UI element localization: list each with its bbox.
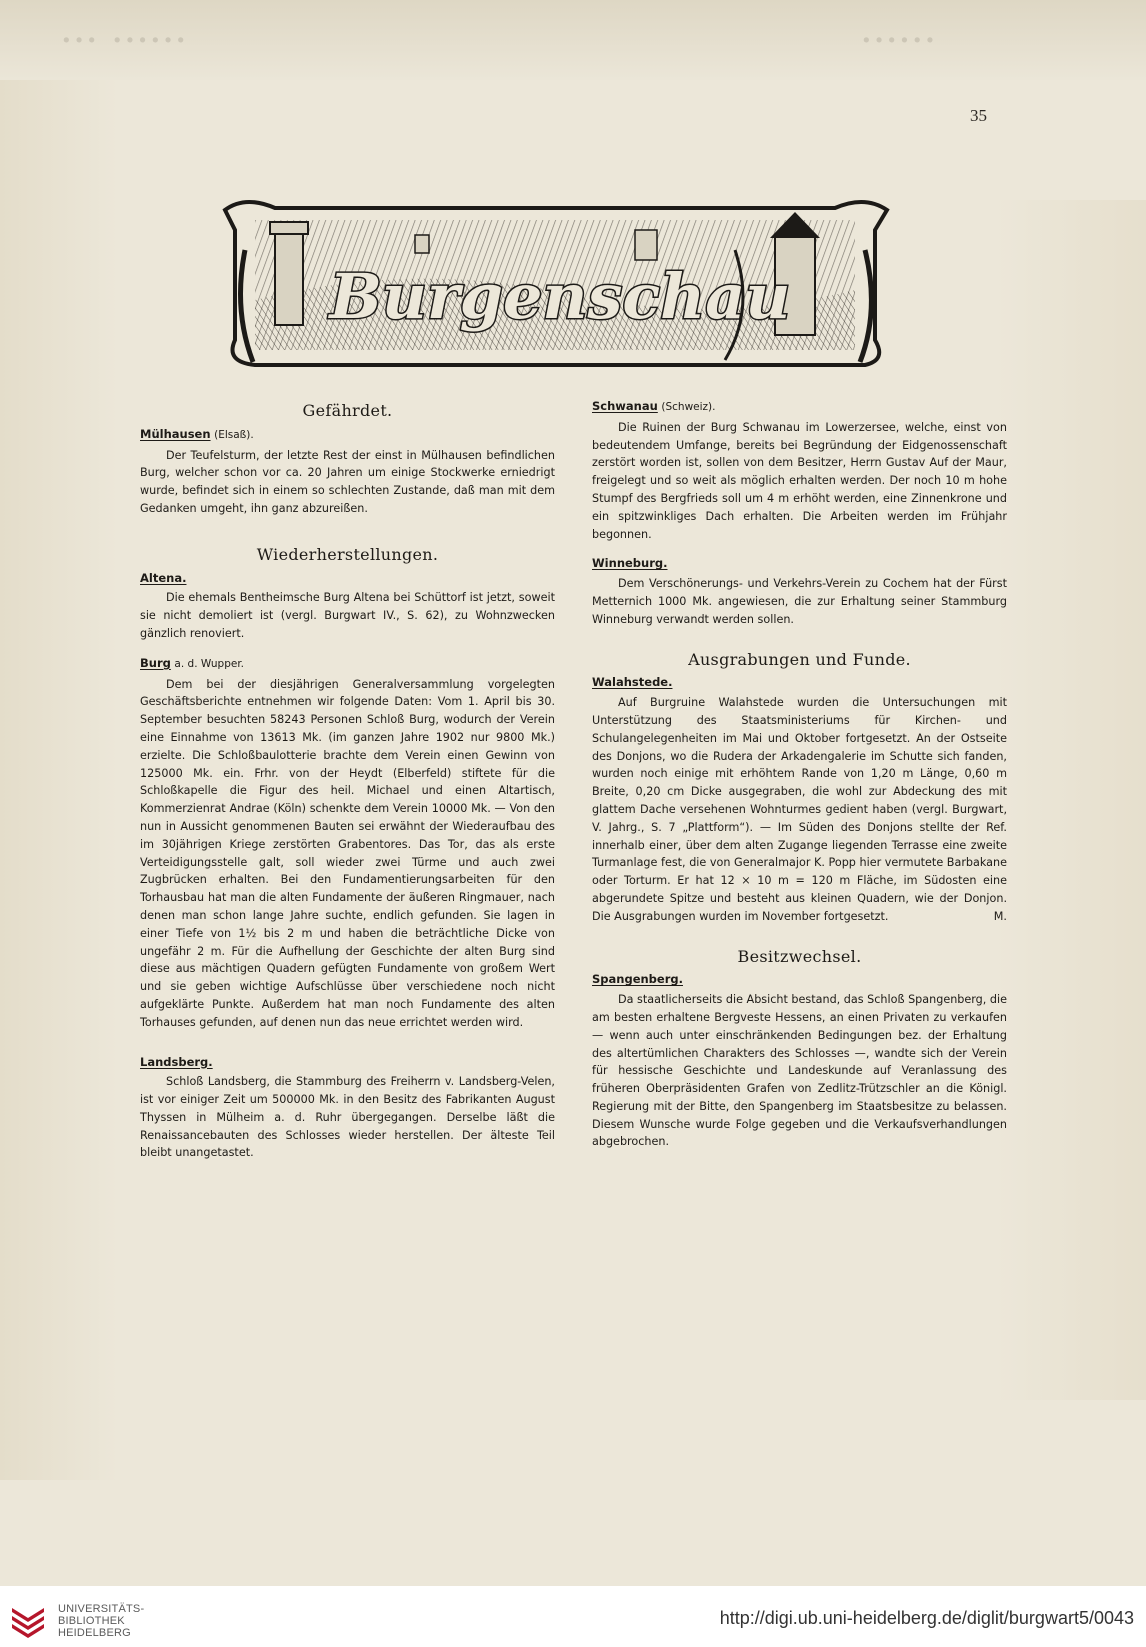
article-text: Da staatlicherseits die Absicht bestand, das Schloß Spangenberg, die am besten erhaltene Bergveste Hessens, an einen Privaten zu verkaufen — wenn auch unter einschränkenden Bedingungen bez. der Erhaltung des altertümlichen Charakters des Schlosses —, wandte sich der Verein für hessische Geschichte und Landeskunde auf Veranlassung des früheren Oberpräsidenten Grafen von Zedlitz-Trützschler an die Königl. Regierung mit der Bitte, den Spangenberg im Staatsbesitze zu belassen. Diesem Wunsche wurde Folge gegeben und die Verkaufsverhandlungen abgebrochen. — [592, 993, 1007, 1149]
left-column — [140, 402, 555, 1162]
article-text: Der Teufelsturm, der letzte Rest der einst in Mülhausen befindlichen Burg, welcher schon vor ca. 20 Jahren um einige Stockwerke erniedrigt wurde, befindet sich in einem so schlechten Zustande, daß man mit dem Gedanken umgeht, ihn ganz abzureißen. — [140, 448, 555, 515]
place-header — [592, 971, 1007, 989]
banner-title: Burgenschau — [329, 260, 791, 333]
article-text-body: Auf Burgruine Walahstede wurden die Untersuchungen mit Unterstützung des Staatsministeriums für Kirchen- und Schulangelegenheiten im Mai und Oktober fortgesetzt. An der Ostseite des Donjons, wo die Rudera der Arkadengalerie im Schutte sich fanden, wurden noch einige mit erhöhtem Rande von 1,20 m Länge, 0,60 m Breite, 0,20 cm Dicke ausgegraben, die wohl zur Abdeckung des mit glattem Dache versehenen Wohnturmes gedient haben (vergl. Burgwart, V. Jahrg., S. 7 „Plattform“). — Im Süden des Donjons stellte der Ref. innerhalb einer, über dem alten Zugange liegenden Terrasse eine zweite Turmanlage fest, die von Generalmajor K. Popp hier vermutete Barbakane oder Torturm. Er hat 12 × 10 m = 120 m Fläche, im Südosten eine abgerundete Spitze und besteht aus kleinen Quadern, wie der Donjon. Die Ausgrabungen wurden im November fortgesetzt. — [592, 696, 1007, 923]
place-name: Mülhausen — [140, 426, 211, 441]
place-note: (Schweiz). — [661, 401, 716, 413]
library-line: UNIVERSITÄTS- — [58, 1603, 145, 1615]
article-text: Dem bei der diesjährigen Generalversammlung vorgelegten Geschäftsberichte entnehmen wir folgende Daten: Vom 1. April bis 30. September besuchten 58243 Personen Schloß Burg, wodurch der Verein eine Einnahme von 13613 Mk. (im ganzen Jahre 1902 nur 9800 Mk.) erzielte. Die Schloßbaulotterie brachte dem Verein einen Gewinn von 125000 Mk. ein. Frhr. von der Heydt (Elberfeld) stiftete für die Schloßkapelle die Figur des heil. Michael und einen Altartisch, Kommerzienrat Andrae (Köln) schenkte dem Verein 10000 Mk. — Von den nun in Aussicht genommenen Bauten sei erwähnt der Wiederaufbau des im 30jährigen Kriege zerstörten Grabentores. Das Tor, das als erste Verteidigungsstelle galt, soll wieder zwei Türme und auch zwei Zugbrücken erhalten. Bei den Fundamentierungsarbeiten für den Torhausbau hat man die alten Fundamente der äußeren Ringmauer, nach denen man schon lange Jahre suchte, endlich gefunden. Sie lagen in einer Tiefe von 1½ bis 2 m und haben die beträchtliche Dicke von ungefähr 2 m. Für die Aufhellung der Geschichte der alten Burg sind diese aus mächtigen Quadern gefügten Fundamente von großem Wert und sie geben wichtige Aufschlüsse über verschiedene noch nicht aufgeklärte Punkte. Außerdem hat man noch Fundamente des alten Torhauses gefunden, auf denen nun das neue errichtet werden wird. — [140, 677, 555, 1029]
author-signature: M. — [993, 909, 1007, 923]
place-name: Schwanau — [592, 399, 658, 413]
bleed-through-right-margin — [996, 200, 1146, 1400]
mirror-bleed-text: ······ — [860, 18, 937, 64]
article-text: Die ehemals Bentheimsche Burg Altena bei Schüttorf ist jetzt, soweit sie nicht demoliert ist (vergl. Burgwart IV., S. 62), zu Wohnzwecken gänzlich renoviert. — [140, 591, 555, 640]
place-note: (Elsaß). — [214, 428, 254, 441]
burgenschau-banner — [215, 190, 895, 380]
section-heading: Wiederherstellungen. — [256, 544, 439, 564]
source-url-link[interactable]: http://digi.ub.uni-heidelberg.de/diglit/burgwart5/0043 — [719, 1608, 1134, 1628]
section-heading: Gefährdet. — [302, 401, 393, 420]
section-heading: Ausgrabungen und Funde. — [688, 649, 911, 669]
place-name: Walahstede. — [592, 675, 673, 690]
university-library-logo-icon[interactable] — [8, 1602, 48, 1642]
section-heading: Besitzwechsel. — [737, 946, 862, 966]
place-header — [140, 655, 555, 674]
university-library-name[interactable] — [58, 1603, 144, 1639]
place-name: Spangenberg. — [592, 972, 683, 987]
place-header — [592, 555, 1007, 573]
place-name: Winneburg. — [592, 556, 668, 571]
library-line: BIBLIOTHEK — [58, 1615, 125, 1627]
place-name: Burg — [140, 655, 171, 670]
article-text: Schloß Landsberg, die Stammburg des Freiherrn v. Landsberg-Velen, ist vor einiger Zeit um 500000 Mk. in den Besitz des Fabrikanten August Thyssen in Mülheim a. d. Ruhr übergegangen. Derselbe läßt die Renaissancebauten des Schlosses wieder herstellen. Der älteste Teil bleibt unangetastet. — [140, 1075, 555, 1160]
bleed-through-left-margin — [0, 80, 118, 1480]
place-header — [140, 426, 555, 445]
article-text: Dem Verschönerungs- und Verkehrs-Verein zu Cochem hat der Fürst Metternich 1000 Mk. angewiesen, die zur Erhaltung seiner Stammburg Winneburg verwandt werden sollen. — [592, 577, 1007, 626]
place-note: a. d. Wupper. — [174, 657, 245, 670]
place-name: Altena. — [140, 570, 187, 585]
place-name: Landsberg. — [140, 1054, 213, 1069]
place-header — [140, 570, 555, 588]
place-header — [592, 674, 1007, 692]
place-header — [140, 1054, 555, 1072]
article-text: Die Ruinen der Burg Schwanau im Lowerzersee, welche, einst von bedeutendem Umfange, bereits bei Begründung der Eidgenossenschaft zerstört worden ist, sollen von dem Besitzer, Herrn Gustav Auf der Maur, freigelegt und so weit als möglich erhalten werden. Der noch 10 m hohe Stumpf des Bergfrieds soll um 4 m erhöht werden, eine Zinnenkrone und ein spitzwinkliges Dach erhalten. Die Arbeiten werden im Frühjahr begonnen. — [592, 420, 1007, 541]
banner-illustration — [215, 190, 895, 380]
right-column — [592, 398, 1007, 1151]
library-line: HEIDELBERG — [58, 1627, 131, 1639]
mirror-bleed-text: ··· ······ — [60, 18, 188, 64]
place-header — [592, 398, 1007, 417]
page-number: 35 — [970, 106, 987, 125]
article-text — [592, 694, 1007, 925]
viewer-footer — [0, 1586, 1146, 1647]
